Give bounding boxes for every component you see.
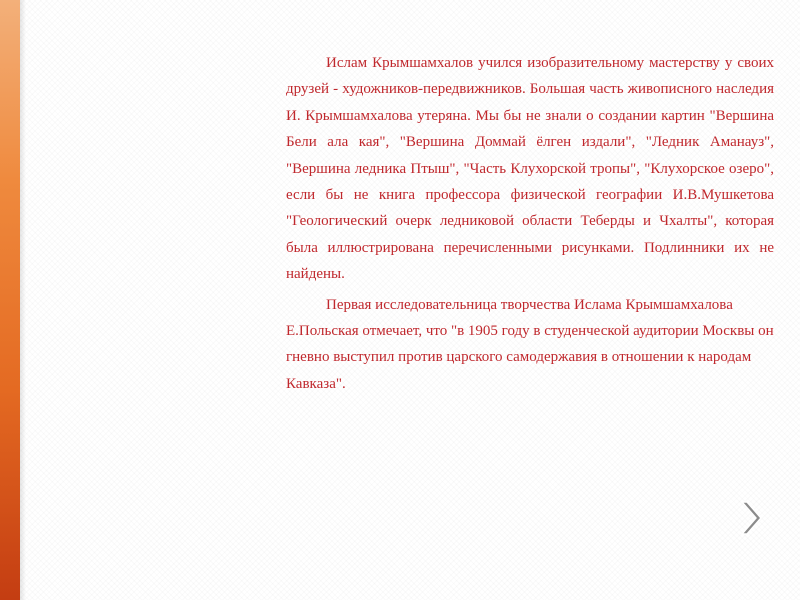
accent-bar: [0, 0, 20, 600]
paragraph-researcher-quote: Первая исследовательница творчества Ислама Крымшамхалова Е.Польская отмечает, что "в 1905 году в студенческой аудитории Москвы он гневно выступил против царского самодержавия в отношении к народам Кавказа".: [286, 296, 774, 392]
accent-bar-shadow: [20, 0, 26, 600]
slide-text-block: [286, 50, 774, 397]
paragraph-biography: Ислам Крымшамхалов учился изобразительному мастерству у своих друзей - художников-передвижников. Большая часть живописного наследия И. Крымшамхалова утеряна. Мы бы не знали о создании картин "Вершина Бели ала кая", "Вершина Доммай ёлген издали", "Ледник Аманауз", "Вершина ледника Птыш", "Часть Клухорской тропы", "Клухорское озеро", если бы не книга профессора физической географии И.В.Мушкетова "Геологический очерк ледниковой области Теберды и Чхалты", которая была иллюстрирована перечисленными рисунками. Подлинники их не найдены.: [286, 55, 774, 283]
next-slide-button[interactable]: [736, 498, 766, 538]
chevron-right-icon: [736, 498, 766, 538]
